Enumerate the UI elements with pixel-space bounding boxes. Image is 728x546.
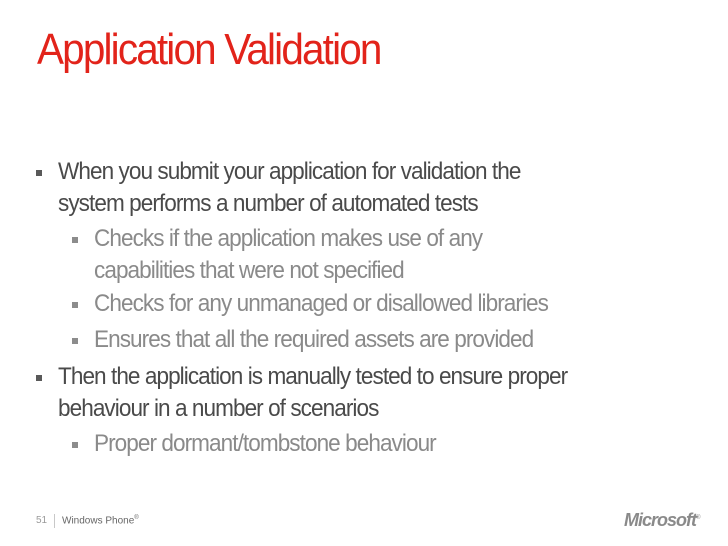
product-label: Windows Phone <box>62 515 135 527</box>
square-bullet-icon <box>72 338 78 344</box>
bullet-level2 <box>72 428 458 460</box>
bullet-text-line: system performs a number of automated tests <box>58 190 478 217</box>
bullet-level2 <box>72 324 561 356</box>
logo-text: Microsoft <box>624 510 696 530</box>
footer-divider <box>54 514 55 528</box>
slide-title: Application Validation <box>37 25 381 74</box>
square-bullet-icon <box>72 442 78 448</box>
bullet-text-line: capabilities that were not specified <box>94 257 404 284</box>
slide-footer <box>0 510 728 534</box>
square-bullet-icon <box>72 237 78 243</box>
footer-product-name <box>62 515 139 526</box>
bullet-text-line: Then the application is manually tested to ensure proper <box>58 363 568 390</box>
bullet-level1 <box>36 361 600 425</box>
bullet-text-line: behaviour in a number of scenarios <box>58 395 379 422</box>
square-bullet-icon <box>36 375 42 381</box>
bullet-text-line: Ensures that all the required assets are provided <box>94 326 534 353</box>
registered-mark: ® <box>134 515 139 521</box>
square-bullet-icon <box>36 170 42 176</box>
bullet-text-line: Checks if the application makes use of any <box>94 225 483 252</box>
bullet-text-line: Checks for any unmanaged or disallowed libraries <box>94 290 548 317</box>
bullet-level2 <box>72 223 507 287</box>
page-number: 51 <box>36 515 48 526</box>
logo-registered-mark: ® <box>696 515 700 521</box>
microsoft-logo <box>624 510 699 531</box>
bullet-level1 <box>36 156 550 220</box>
bullet-text-line: When you submit your application for validation the <box>58 158 521 185</box>
square-bullet-icon <box>72 302 78 308</box>
bullet-level2 <box>72 288 577 320</box>
bullet-text-line: Proper dormant/tombstone behaviour <box>94 430 436 457</box>
